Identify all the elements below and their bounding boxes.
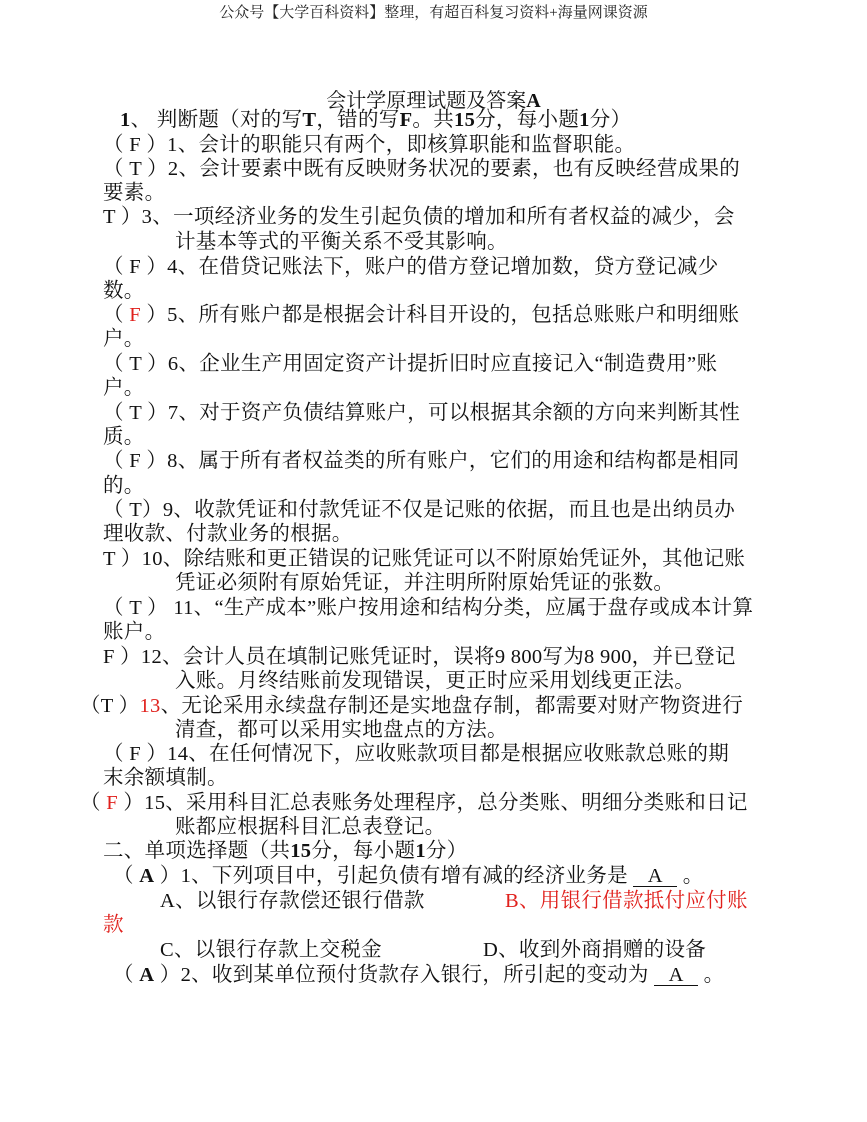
document-line <box>103 157 740 181</box>
document-line <box>103 645 736 669</box>
document-line <box>505 889 748 913</box>
text-segment: 清查，都可以采用实地盘点的方法。 <box>175 719 508 741</box>
text-segment: （ T）9、收款凭证和付款凭证不仅是记账的依据，而且也是出纳员办 <box>103 499 735 521</box>
document-line <box>80 791 748 815</box>
text-segment: 账户。 <box>103 621 166 643</box>
text-segment: B、用银行借款抵付应付账 <box>505 890 748 912</box>
document-line <box>175 669 695 693</box>
page-header-banner: 公众号【大学百科资料】整理，有超百科复习资料+海量网课资源 <box>219 5 648 21</box>
text-segment: 分） <box>425 840 468 862</box>
text-segment: （ F ）4、在借贷记账法下，账户的借方登记增加数，贷方登记减少 <box>103 256 719 278</box>
document-line <box>113 864 704 888</box>
text-segment: 分，每小题 <box>475 109 580 131</box>
document-line <box>103 376 145 400</box>
text-segment: C、以银行存款上交税金 <box>160 939 382 961</box>
text-segment: 、 判断题（对的写 <box>130 109 303 131</box>
text-segment: （ <box>103 304 130 326</box>
text-segment: （T ） <box>80 695 140 717</box>
document-line <box>103 133 635 157</box>
document-line <box>103 839 467 863</box>
document-line <box>175 718 508 742</box>
document-line <box>103 596 753 620</box>
document-line <box>103 547 745 571</box>
text-segment: A、以银行存款偿还银行借款 <box>160 890 425 912</box>
document-line <box>103 913 124 937</box>
answer-blank: A <box>633 866 677 887</box>
text-segment: （ <box>80 792 107 814</box>
text-segment: ）5、所有账户都是根据会计科目开设的，包括总账账户和明细账 <box>140 304 740 326</box>
text-segment: 的。 <box>103 475 145 497</box>
document-line <box>103 205 735 229</box>
text-segment: 末余额填制。 <box>103 767 228 789</box>
text-segment: 计基本等式的平衡关系不受其影响。 <box>175 231 508 253</box>
text-segment: 15 <box>454 109 476 131</box>
text-segment: （ T ） 11、“生产成本”账户按用途和结构分类，应属于盘存或成本计算 <box>103 597 754 619</box>
text-segment: D、收到外商捐赠的设备 <box>483 939 707 961</box>
text-segment: 户。 <box>103 328 145 350</box>
document-line <box>120 108 631 132</box>
text-segment: （ <box>113 865 140 887</box>
text-segment: 。 <box>677 865 704 887</box>
text-segment: 分） <box>589 109 632 131</box>
text-segment: （ F ）8、属于所有者权益类的所有账户，它们的用途和结构都是相同 <box>103 450 740 472</box>
document-line <box>103 425 145 449</box>
document-line <box>175 571 674 595</box>
document-line <box>160 938 382 962</box>
document-line <box>175 230 508 254</box>
text-segment: 1 <box>415 840 426 862</box>
text-segment: 质。 <box>103 426 145 448</box>
text-segment: ，错的写 <box>316 109 400 131</box>
document-line <box>103 522 353 546</box>
text-segment: F <box>129 304 141 326</box>
text-segment: 二、单项选择题（共 <box>103 840 291 862</box>
text-segment: 、无论采用永续盘存制还是实地盘存制，都需要对财产物资进行 <box>160 695 743 717</box>
document-line <box>80 694 743 718</box>
document-line <box>103 279 145 303</box>
document-line <box>103 620 165 644</box>
text-segment: （ F ）1、会计的职能只有两个，即核算职能和监督职能。 <box>103 134 636 156</box>
text-segment: 款 <box>103 914 124 936</box>
document-line <box>113 963 724 987</box>
text-segment: 13 <box>139 695 161 717</box>
text-segment: F ）12、会计人员在填制记账凭证时，误将9 800写为8 900，并已登记 <box>103 646 736 668</box>
document-line <box>103 498 735 522</box>
text-segment: ）15、采用科目汇总表账务处理程序，总分类账、明细分类账和日记 <box>117 792 748 814</box>
document-line <box>483 938 706 962</box>
text-segment: 数。 <box>103 280 145 302</box>
text-segment: 理收款、付款业务的根据。 <box>103 523 353 545</box>
text-segment: 入账。月终结账前发现错误，更正时应采用划线更正法。 <box>175 670 695 692</box>
text-segment: A <box>526 90 541 112</box>
text-segment: 凭证必须附有原始凭证，并注明所附原始凭证的张数。 <box>175 572 675 594</box>
text-segment: 1 <box>120 109 131 131</box>
text-segment: ）1、下列项目中，引起负债有增有减的经济业务是 <box>154 865 634 887</box>
text-segment: （ <box>113 964 140 986</box>
document-line <box>103 449 739 473</box>
text-segment: 要素。 <box>103 182 166 204</box>
text-segment: 分，每小题 <box>311 840 416 862</box>
document-line <box>103 766 228 790</box>
text-segment: T ）10、除结账和更正错误的记账凭证可以不附原始凭证外，其他记账 <box>103 548 746 570</box>
text-segment: A <box>139 964 155 986</box>
document-line <box>103 327 145 351</box>
document-line <box>103 303 739 327</box>
document-line <box>103 181 165 205</box>
text-segment: （ T ）7、对于资产负债结算账户，可以根据其余额的方向来判断其性 <box>103 402 741 424</box>
answer-blank: A <box>654 965 698 986</box>
document-line <box>103 742 729 766</box>
text-segment: 户。 <box>103 377 145 399</box>
text-segment: A <box>139 865 155 887</box>
text-segment: T <box>302 109 317 131</box>
text-segment: T ）3、一项经济业务的发生引起负债的增加和所有者权益的减少，会 <box>103 206 735 228</box>
text-segment: F <box>399 109 413 131</box>
text-segment: 。共 <box>412 109 455 131</box>
text-segment: 会计学原理试题及答案 <box>326 90 527 112</box>
document-line <box>103 401 740 425</box>
document-line <box>160 889 425 913</box>
text-segment: 。 <box>698 964 725 986</box>
document-line <box>103 255 719 279</box>
document-line <box>103 474 145 498</box>
text-segment: （ F ）14、在任何情况下，应收账款项目都是根据应收账款总账的期 <box>103 743 730 765</box>
text-segment: 15 <box>290 840 312 862</box>
text-segment: F <box>106 792 118 814</box>
text-segment: ）2、收到某单位预付货款存入银行，所引起的变动为 <box>154 964 655 986</box>
text-segment: 1 <box>579 109 590 131</box>
document-line <box>103 352 717 376</box>
text-segment: （ T ）6、企业生产用固定资产计提折旧时应直接记入“制造费用”账 <box>103 353 718 375</box>
text-segment: （ T ）2、会计要素中既有反映财务状况的要素，也有反映经营成果的 <box>103 158 741 180</box>
text-segment: 账都应根据科目汇总表登记。 <box>175 816 446 838</box>
document-line <box>175 815 445 839</box>
